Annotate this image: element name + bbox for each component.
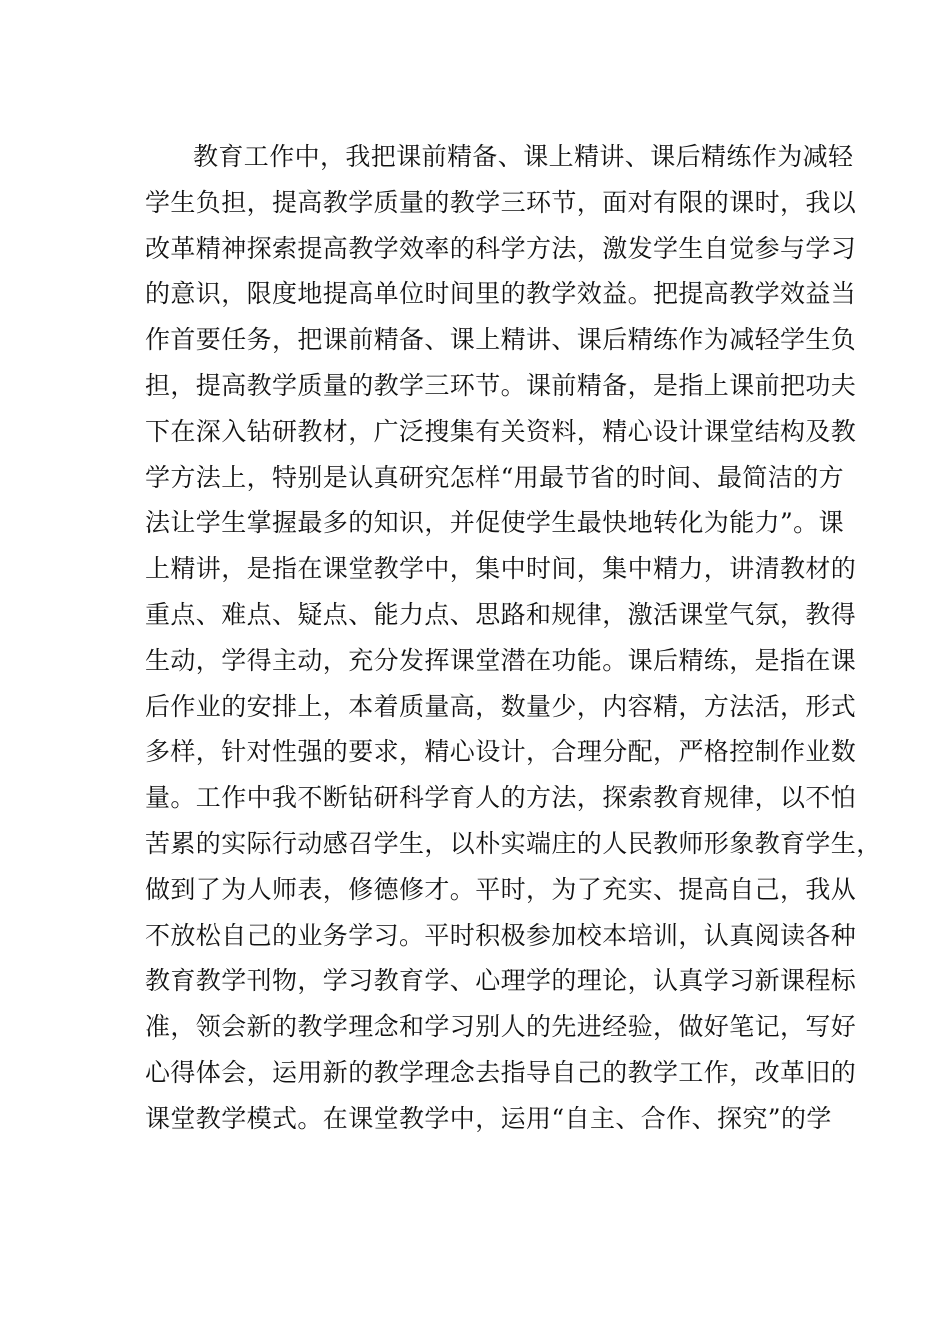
text-line: 多样，针对性强的要求，精心设计，合理分配，严格控制作业数	[145, 737, 857, 767]
text-line: 重点、难点、疑点、能力点、思路和规律，激活课堂气氛，教得	[145, 599, 857, 629]
text-line: 苦累的实际行动感召学生，以朴实端庄的人民教师形象教育学生，	[145, 828, 882, 858]
text-line: 做到了为人师表，修德修才。平时，为了充实、提高自己，我从	[145, 874, 857, 904]
text-line: 教育工作中，我把课前精备、课上精讲、课后精练作为减轻	[193, 142, 854, 171]
text-line: 准，领会新的教学理念和学习别人的先进经验，做好笔记，写好	[145, 1012, 857, 1042]
text-line: 学方法上，特别是认真研究怎样“用最节省的时间、最简洁的方	[145, 462, 844, 492]
text-line: 教育教学刊物，学习教育学、心理学的理论，认真学习新课程标	[145, 966, 857, 996]
text-line: 量。工作中我不断钻研科学育人的方法，探索教育规律，以不怕	[145, 783, 857, 813]
text-line: 上精讲，是指在课堂教学中，集中时间，集中精力，讲清教材的	[145, 554, 857, 584]
text-line: 学生负担，提高教学质量的教学三环节，面对有限的课时，我以	[145, 187, 857, 217]
text-line: 生动，学得主动，充分发挥课堂潜在功能。课后精练，是指在课	[145, 645, 857, 675]
text-line: 改革精神探索提高教学效率的科学方法，激发学生自觉参与学习	[145, 233, 857, 263]
text-line: 法让学生掌握最多的知识，并促使学生最快地转化为能力”。课	[145, 508, 844, 538]
text-line: 担，提高教学质量的教学三环节。课前精备，是指上课前把功夫	[145, 370, 857, 400]
text-line: 作首要任务，把课前精备、课上精讲、课后精练作为减轻学生负	[145, 325, 857, 355]
text-line: 下在深入钻研教材，广泛搜集有关资料，精心设计课堂结构及教	[145, 416, 857, 446]
text-line: 的意识，限度地提高单位时间里的教学效益。把提高教学效益当	[145, 279, 857, 309]
text-line: 不放松自己的业务学习。平时积极参加校本培训，认真阅读各种	[145, 920, 857, 950]
text-line: 心得体会，运用新的教学理念去指导自己的教学工作，改革旧的	[145, 1057, 857, 1087]
text-line: 课堂教学模式。在课堂教学中，运用“自主、合作、探究”的学	[145, 1103, 832, 1133]
text-line: 后作业的安排上，本着质量高，数量少，内容精，方法活，形式	[145, 691, 857, 721]
body-paragraph	[145, 134, 882, 1142]
